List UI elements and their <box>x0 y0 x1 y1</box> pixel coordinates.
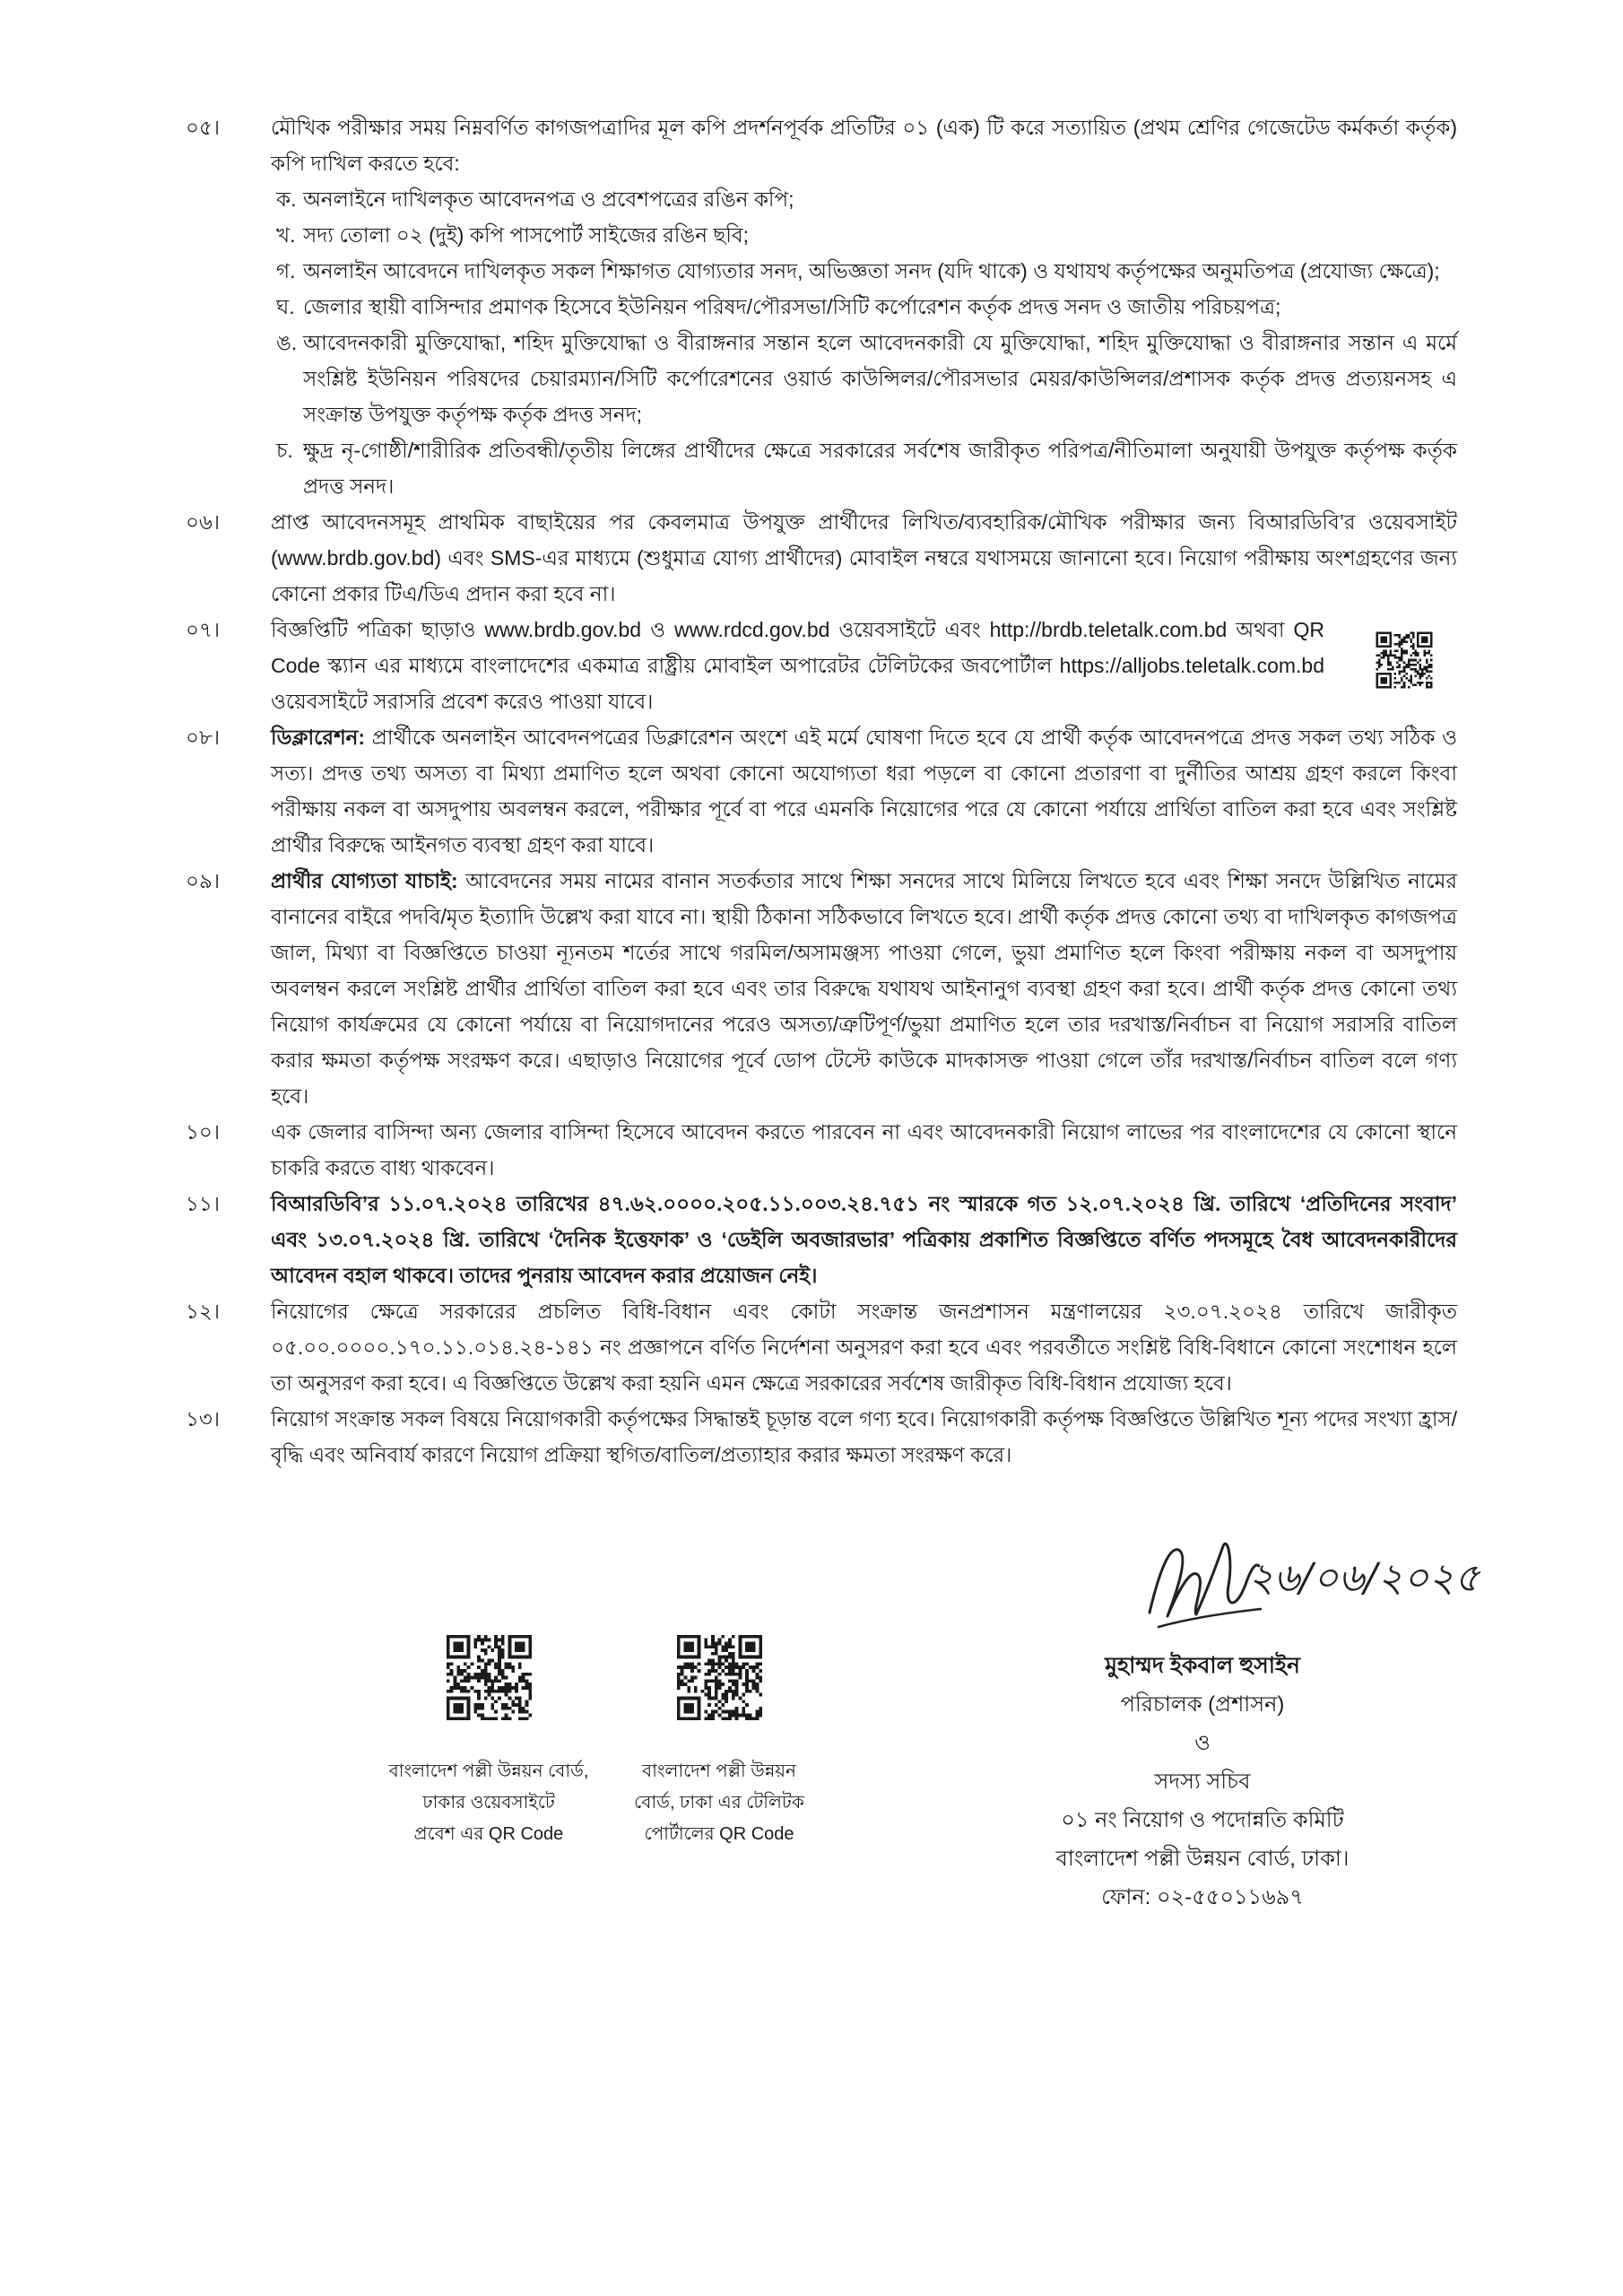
clause-number: ০৭। <box>186 618 221 641</box>
qr-caption-line: ঢাকার ওয়েবসাইটে <box>422 1793 555 1813</box>
clause-11 <box>186 1186 1457 1293</box>
signatory-organization: বাংলাদেশ পল্লী উন্নয়ন বোর্ড, ঢাকা। <box>1055 1847 1350 1871</box>
sub-item-text: অনলাইন আবেদনে দাখিলকৃত সকল শিক্ষাগত যোগ্যতার সনদ, অভিজ্ঞতা সনদ (যদি থাকে) ও যথাযথ কর্তৃপক্ষের অনুমতিপত্র (প্রযোজ্য ক্ষেত্রে); <box>303 259 1440 283</box>
clause-text: বিজ্ঞপ্তিটি পত্রিকা ছাড়াও www.brdb.gov.bd ও www.rdcd.gov.bd ওয়েবসাইটে এবং http://brdb.teletalk.com.bd অথবা QR Code স্ক্যান এর মাধ্যমে বাংলাদেশের একমাত্র রাষ্ট্রীয় মোবাইল অপারেটর টেলিটকের জবপোর্টাল https://alljobs.teletalk.com.bd ওয়েবসাইটে সরাসরি প্রবেশ করেও পাওয়া যাবে। <box>271 618 1324 713</box>
qr-caption-line: বাংলাদেশ পল্লী উন্নয়ন বোর্ড, <box>388 1761 589 1781</box>
signature-icon <box>1142 1526 1263 1639</box>
sub-item-label: গ. <box>276 259 296 283</box>
qr-caption <box>372 1756 605 1850</box>
clause-number: ১৩। <box>186 1407 221 1431</box>
sub-item-label: ঙ. <box>276 331 298 354</box>
clause-heading: ডিক্লারেশন: <box>271 726 366 749</box>
signatory-committee: ০১ নং নিয়োগ ও পদোন্নতি কমিটি <box>1061 1808 1344 1832</box>
qr-caption-line: প্রবেশ এর QR Code <box>413 1824 564 1844</box>
signatory-name: মুহাম্মদ ইকবাল হুসাইন <box>1105 1653 1300 1678</box>
clause-text: এক জেলার বাসিন্দা অন্য জেলার বাসিন্দা হিসেবে আবেদন করতে পারবেন না এবং আবেদনকারী নিয়োগ লাভের পর বাংলাদেশের যে কোনো স্থানে চাকরি করতে বাধ্য থাকবেন। <box>271 1120 1457 1179</box>
sub-item-text: আবেদনকারী মুক্তিযোদ্ধা, শহিদ মুক্তিযোদ্ধা ও বীরাঙ্গনার সন্তান হলে আবেদনকারী যে মুক্তিযোদ্ধা, শহিদ মুক্তিযোদ্ধা ও বীরাঙ্গনার সন্তান এ মর্মে সংশ্লিষ্ট ইউনিয়ন পরিষদের চেয়ারম্যান/সিটি কর্পোরেশনের ওয়ার্ড কাউন্সিলর/পৌরসভার মেয়র/কাউন্সিলর/প্রশাসক কর্তৃক প্রদত্ত প্রত্যয়নসহ এ সংক্রান্ত উপযুক্ত কর্তৃপক্ষ কর্তৃক প্রদত্ত সনদ; <box>303 331 1457 426</box>
signatory-title: পরিচালক (প্রশাসন) <box>1120 1692 1285 1717</box>
clause-number: ১১। <box>186 1192 221 1215</box>
sub-item-uma <box>276 325 1457 432</box>
qr-caption-line: বোর্ড, ঢাকা এর টেলিটক <box>634 1793 804 1813</box>
clause-06 <box>186 504 1457 612</box>
signatory-conjunction: ও <box>1194 1731 1211 1755</box>
clause-13 <box>186 1401 1457 1473</box>
sub-item-label: ঘ. <box>276 295 295 318</box>
signature-date: ২৬/০৬/২০২৫ <box>1248 1555 1480 1601</box>
document-body <box>186 109 1480 1921</box>
sub-item-label: ক. <box>276 187 297 211</box>
teletalk-qr-code-icon <box>1374 630 1435 691</box>
clause-text: বিআরডিবি’র ১১.০৭.২০২৪ তারিখের ৪৭.৬২.০০০০.২০৫.১১.০০৩.২৪.৭৫১ নং স্মারকে গত ১২.০৭.২০২৪ খ্রি. তারিখে ‘প্রতিদিনের সংবাদ’ এবং ১৩.০৭.২০২৪ খ্রি. তারিখে ‘দৈনিক ইত্তেফাক’ ও ‘ডেইলি অবজারভার’ পত্রিকায় প্রকাশিত বিজ্ঞপ্তিতে বর্ণিত পদসমূহে বৈধ আবেদনকারীদের আবেদন বহাল থাকবে। তাদের পুনরায় আবেদন করার প্রয়োজন নেই। <box>271 1192 1457 1287</box>
sub-item-cha <box>276 432 1457 504</box>
clause-07 <box>186 612 1457 719</box>
sub-item-label: খ. <box>276 223 296 247</box>
signatory-block <box>933 1647 1471 1917</box>
sub-item-kha <box>276 217 1457 253</box>
clause-text: নিয়োগ সংক্রান্ত সকল বিষয়ে নিয়োগকারী কর্তৃপক্ষের সিদ্ধান্তই চূড়ান্ত বলে গণ্য হবে। নিয়োগকারী কর্তৃপক্ষ বিজ্ঞপ্তিতে উল্লিখিত শূন্য পদের সংখ্যা হ্রাস/বৃদ্ধি এবং অনিবার্য কারণে নিয়োগ প্রক্রিয়া স্থগিত/বাতিল/প্রত্যাহার করার ক্ষমতা সংরক্ষণ করে। <box>271 1407 1457 1466</box>
clause-08 <box>186 719 1457 863</box>
qr-caption-line: বাংলাদেশ পল্লী উন্নয়ন <box>642 1761 796 1781</box>
clause-text: নিয়োগের ক্ষেত্রে সরকারের প্রচলিত বিধি-বিধান এবং কোটা সংক্রান্ত জনপ্রশাসন মন্ত্রণালয়ের ২৩.০৭.২০২৪ তারিখে জারীকৃত ০৫.০০.০০০০.১৭০.১১.০১৪.২৪-১৪১ নং প্রজ্ঞাপনে বর্ণিত নির্দেশনা অনুসরণ করা হবে এবং পরবর্তীতে সংশ্লিষ্ট বিধি-বিধানে কোনো সংশোধন হলে তা অনুসরণ করা হবে। এ বিজ্ঞপ্তিতে উল্লেখ করা হয়নি এমন ক্ষেত্রে সরকারের সর্বশেষ জারীকৃত বিধি-বিধান প্রযোজ্য হবে। <box>271 1300 1457 1395</box>
sub-item-gha <box>276 289 1457 325</box>
clause-number: ১০। <box>186 1120 221 1144</box>
clause-09 <box>186 863 1457 1114</box>
clause-number: ০৯। <box>186 869 221 892</box>
qr-caption <box>612 1756 827 1850</box>
teletalk-portal-qr-code-icon <box>673 1631 766 1724</box>
clause-05 <box>186 109 1457 504</box>
brdb-website-qr-code-icon <box>443 1631 535 1724</box>
sub-item-text: ক্ষুদ্র নৃ-গোষ্ঠী/শারীরিক প্রতিবন্ধী/তৃতীয় লিঙ্গের প্রার্থীদের ক্ষেত্রে সরকারের সর্বশেষ জারীকৃত পরিপত্র/নীতিমালা অনুযায়ী উপযুক্ত কর্তৃপক্ষ কর্তৃক প্রদত্ত সনদ। <box>303 439 1457 498</box>
sub-item-text: অনলাইনে দাখিলকৃত আবেদনপত্র ও প্রবেশপত্রের রঙিন কপি; <box>303 187 794 211</box>
sub-item-text: সদ্য তোলা ০২ (দুই) কপি পাসপোর্ট সাইজের রঙিন ছবি; <box>303 223 750 247</box>
clause-number: ০৬। <box>186 510 221 534</box>
clause-text: প্রার্থীকে অনলাইন আবেদনপত্রের ডিক্লারেশন অংশে এই মর্মে ঘোষণা দিতে হবে যে প্রার্থী কর্তৃক আবেদনপত্রে প্রদত্ত সকল তথ্য সঠিক ও সত্য। প্রদত্ত তথ্য অসত্য বা মিথ্যা প্রমাণিত হলে অথবা কোনো অযোগ্যতা ধরা পড়লে বা কোনো প্রতারণা বা দুর্নীতির আশ্রয় গ্রহণ করলে কিংবা পরীক্ষায় নকল বা অসদুপায় অবলম্বন করলে, পরীক্ষার পূর্বে বা পরে এমনকি নিয়োগের পরে যে কোনো পর্যায়ে প্রার্থিতা বাতিল করা হবে এবং সংশ্লিষ্ট প্রার্থীর বিরুদ্ধে আইনগত ব্যবস্থা গ্রহণ করা যাবে। <box>271 726 1457 857</box>
signatory-role: সদস্য সচিব <box>1154 1770 1251 1794</box>
sub-item-ka <box>276 181 1457 217</box>
clause-number: ০৮। <box>186 726 221 749</box>
clause-12 <box>186 1293 1457 1401</box>
signatory-phone: ফোন: ০২-৫৫০১১৬৯৭ <box>1101 1885 1304 1909</box>
clause-number: ০৫। <box>186 116 221 139</box>
clause-body <box>271 612 1457 719</box>
brdb-website-qr-block <box>372 1631 605 1850</box>
qr-caption-line: পোর্টালের QR Code <box>644 1824 794 1844</box>
clause-text: মৌখিক পরীক্ষার সময় নিম্নবর্ণিত কাগজপত্রাদির মূল কপি প্রদর্শনপূর্বক প্রতিটির ০১ (এক) টি করে সত্যায়িত (প্রথম শ্রেণির গেজেটেড কর্মকর্তা কর্তৃক) কপি দাখিল করতে হবে: <box>271 116 1457 175</box>
footer-section <box>186 1526 1480 1921</box>
clause-body <box>271 719 1457 863</box>
sub-item-ga <box>276 253 1457 289</box>
clause-body <box>271 109 1457 504</box>
clause-heading: প্রার্থীর যোগ্যতা যাচাই: <box>271 869 458 892</box>
sub-item-label: চ. <box>276 439 293 462</box>
sub-item-text: জেলার স্থায়ী বাসিন্দার প্রমাণক হিসেবে ইউনিয়ন পরিষদ/পৌরসভা/সিটি কর্পোরেশন কর্তৃক প্রদত্ত সনদ ও জাতীয় পরিচয়পত্র; <box>303 295 1281 318</box>
clause-body <box>271 863 1457 1114</box>
teletalk-qr-code-box <box>1374 630 1435 691</box>
teletalk-portal-qr-block <box>612 1631 827 1850</box>
signature-underline-stroke <box>1159 1609 1261 1627</box>
clause-10 <box>186 1114 1457 1186</box>
clause-number: ১২। <box>186 1300 221 1323</box>
clause-text: আবেদনের সময় নামের বানান সতর্কতার সাথে শিক্ষা সনদের সাথে মিলিয়ে লিখতে হবে এবং শিক্ষা সনদে উল্লিখিত নামের বানানের বাইরে পদবি/মৃত ইত্যাদি উল্লেখ করা যাবে না। স্থায়ী ঠিকানা সঠিকভাবে লিখতে হবে। প্রার্থী কর্তৃক প্রদত্ত কোনো তথ্য বা দাখিলকৃত কাগজপত্র জাল, মিথ্যা বা বিজ্ঞপ্তিতে চাওয়া ন্যূনতম শর্তের সাথে গরমিল/অসামঞ্জস্য পাওয়া গেলে, ভুয়া প্রমাণিত হলে কিংবা পরীক্ষায় নকল বা অসদুপায় অবলম্বন করলে সংশ্লিষ্ট প্রার্থীর প্রার্থিতা বাতিল করা হবে এবং তার বিরুদ্ধে যথাযথ আইনানুগ ব্যবস্থা গ্রহণ করা হবে। প্রার্থী কর্তৃক প্রদত্ত কোনো তথ্য নিয়োগ কার্যক্রমের যে কোনো পর্যায়ে বা নিয়োগদানের পরেও অসত্য/ত্রুটিপূর্ণ/ভুয়া প্রমাণিত হলে তার দরখাস্ত/নির্বাচন বা নিয়োগ সরাসরি বাতিল করার ক্ষমতা কর্তৃপক্ষ সংরক্ষণ করে। এছাড়াও নিয়োগের পূর্বে ডোপ টেস্টে কাউকে মাদকাসক্ত পাওয়া গেলে তাঁর দরখাস্ত/নির্বাচন বাতিল বলে গণ্য হবে। <box>271 869 1458 1108</box>
signature-stroke <box>1150 1544 1259 1616</box>
clause-text: প্রাপ্ত আবেদনসমূহ প্রাথমিক বাছাইয়ের পর কেবলমাত্র উপযুক্ত প্রার্থীদের লিখিত/ব্যবহারিক/মৌখিক পরীক্ষার জন্য বিআরডিবি’র ওয়েবসাইট (www.brdb.gov.bd) এবং SMS-এর মাধ্যমে (শুধুমাত্র যোগ্য প্রার্থীদের) মোবাইল নম্বরে যথাসময়ে জানানো হবে। নিয়োগ পরীক্ষায় অংশগ্রহণের জন্য কোনো প্রকার টিএ/ডিএ প্রদান করা হবে না। <box>271 510 1457 605</box>
